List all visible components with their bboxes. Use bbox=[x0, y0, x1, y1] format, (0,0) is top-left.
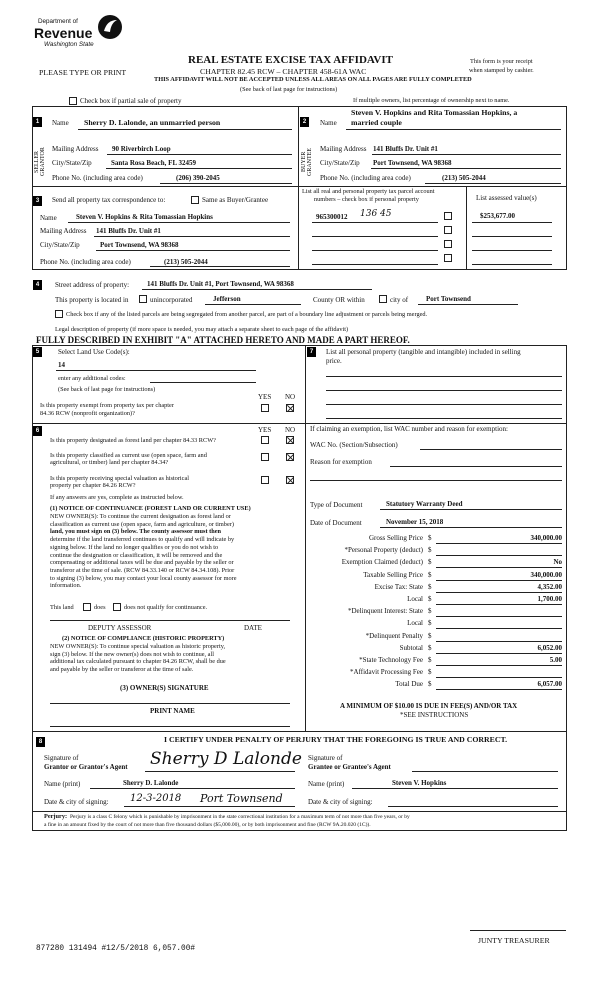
current-use-question-1: Is this property classified as current use (open space, farm and bbox=[50, 452, 207, 459]
grantor-name-print: Sherry D. Lalonde bbox=[123, 779, 179, 787]
section-4-marker: 4 bbox=[33, 280, 42, 290]
parcel-heading-2: numbers – check box if personal property bbox=[314, 196, 419, 203]
segregated-label: Check box if any of the listed parcels are being segregated from another parcel, are part of a boundary line adjustment or parcels being merged. bbox=[66, 311, 428, 318]
section-2-marker: 2 bbox=[300, 117, 309, 127]
minimum-due-note: A MINIMUM OF $10.00 IS DUE IN FEE(S) AND/OR TAX bbox=[340, 702, 518, 710]
tax-row-line bbox=[436, 677, 562, 678]
tax-row-value: 340,000.00 bbox=[530, 534, 562, 542]
notice-line: signing below. If the land no longer qualifies or you do not wish to bbox=[50, 543, 219, 551]
perjury-text-1: Perjury is a class C felony which is punishable by imprisonment in the state correctional institution for a maximum term of not more than five years, or by bbox=[70, 814, 410, 820]
parcel-checkbox-3[interactable] bbox=[444, 240, 452, 248]
tax-row-label: Local bbox=[407, 595, 423, 603]
doc-type-label: Type of Document bbox=[310, 501, 363, 509]
assessed-value: $253,677.00 bbox=[480, 212, 515, 220]
receipt-note-2: when stamped by cashier. bbox=[469, 67, 534, 74]
notice-line: transferor at the time of sale. (RCW 84.33.140 or RCW 84.34.108). Prior bbox=[50, 566, 235, 574]
grantor-name-print-label: Name (print) bbox=[44, 780, 81, 788]
parcel-checkbox-4[interactable] bbox=[444, 254, 452, 262]
print-name-label: PRINT NAME bbox=[150, 707, 195, 715]
logo-state-text: Washington State bbox=[44, 41, 94, 48]
tax-row-value: 1,700.00 bbox=[537, 595, 562, 603]
forest-no-checkbox[interactable] bbox=[286, 436, 294, 444]
tax-row-label: Excise Tax: State bbox=[374, 582, 423, 591]
please-type: PLEASE TYPE OR PRINT bbox=[39, 68, 127, 77]
parcel-handwritten: 136 45 bbox=[360, 209, 392, 219]
s6-yes-label: YES bbox=[258, 426, 272, 434]
buyer-name-line1: Steven V. Hopkins and Rita Tomassian Hopkins, a bbox=[351, 108, 518, 117]
buyer-name-label: Name bbox=[320, 119, 337, 127]
tax-row-label: *Delinquent Penalty bbox=[365, 631, 423, 640]
tax-row-line bbox=[436, 555, 562, 556]
tax-row-line bbox=[436, 689, 562, 690]
tax-row-label: *State Technology Fee bbox=[359, 656, 423, 664]
doc-type-value: Statutory Warranty Deed bbox=[386, 500, 463, 508]
buyer-city: Port Townsend, WA 98368 bbox=[373, 159, 452, 167]
exempt-question-1: Is this property exempt from property tax per chapter bbox=[40, 402, 174, 409]
forest-yes-checkbox[interactable] bbox=[261, 436, 269, 444]
notice-line: classification as current use (open space, farm and agriculture, or timber) bbox=[50, 520, 234, 528]
seller-name: Sherry D. Lalonde, an unmarried person bbox=[84, 118, 221, 127]
buyer-grantee-label: BUYER GRANTEE bbox=[301, 148, 313, 176]
street-label: Street address of property: bbox=[55, 281, 130, 289]
city-value: Port Townsend bbox=[426, 295, 471, 303]
tax-row-value: 5.00 bbox=[549, 656, 562, 664]
grantor-date-signed: 12-3-2018 bbox=[130, 793, 182, 804]
seller-grantor-label: SELLER GRANTOR bbox=[34, 147, 46, 177]
reason-label: Reason for exemption bbox=[310, 458, 372, 466]
corr-phone-label: Phone No. (including area code) bbox=[40, 258, 131, 266]
exempt-question-2: 84.36 RCW (nonprofit organization)? bbox=[40, 410, 135, 417]
seller-phone-label: Phone No. (including area code) bbox=[52, 174, 143, 182]
answers-yes-note: If any answers are yes, complete as instructed below. bbox=[50, 494, 184, 501]
see-instructions-note: *SEE INSTRUCTIONS bbox=[400, 711, 469, 719]
tax-row-currency: $ bbox=[428, 558, 432, 567]
notice-line: additional tax calculated pursuant to chapter 84.26 RCW, shall be due bbox=[50, 658, 226, 666]
owner-signature-label: (3) OWNER(S) SIGNATURE bbox=[120, 684, 209, 692]
section-5-marker: 5 bbox=[33, 347, 42, 357]
grantor-date-city-label: Date & city of signing: bbox=[44, 798, 109, 806]
tax-row-currency: $ bbox=[428, 656, 432, 664]
exempt-no-checkbox[interactable] bbox=[286, 404, 294, 412]
notice-continuance-title: (1) NOTICE OF CONTINUANCE (FOREST LAND OR CURRENT USE) bbox=[50, 505, 251, 512]
notice-line: compensating or additional taxes will be due and payable by the seller or bbox=[50, 559, 234, 567]
grantor-sig-label-1: Signature of bbox=[44, 754, 79, 762]
tax-row-line bbox=[436, 653, 562, 654]
tax-row-currency: $ bbox=[428, 631, 432, 640]
dor-logo bbox=[35, 14, 125, 54]
legal-description-label: Legal description of property (if more space is needed, you may attach a separate sheet to each page of the affidavit) bbox=[55, 326, 349, 333]
grantor-sig-label-2: Grantor or Grantor's Agent bbox=[44, 763, 128, 771]
notice-line: and payable by the seller or transferor at the time of sale. bbox=[50, 666, 194, 674]
exempt-yes-checkbox[interactable] bbox=[261, 404, 269, 412]
s6-no-label: NO bbox=[285, 426, 296, 434]
same-as-buyer-label: Same as Buyer/Grantee bbox=[202, 196, 269, 204]
corr-mailing-label: Mailing Address bbox=[40, 227, 87, 235]
seller-mailing: 90 Riverbirch Loop bbox=[112, 145, 171, 153]
does-not-checkbox[interactable] bbox=[113, 603, 121, 611]
notice-line: to signing (3) below, you may contact your local county assessor for more bbox=[50, 574, 237, 582]
tax-row-label: *Personal Property (deduct) bbox=[344, 546, 423, 555]
grantee-name-print-label: Name (print) bbox=[308, 780, 345, 788]
tax-row-currency: $ bbox=[428, 680, 432, 689]
historic-question-2: property per chapter 84.26 RCW? bbox=[50, 482, 136, 489]
seller-city: Santa Rosa Beach, FL 32459 bbox=[111, 159, 196, 167]
this-land-label: This land bbox=[50, 604, 74, 611]
notice-line: land, you must sign on (3) below. The county assessor must then bbox=[50, 528, 222, 536]
tax-row-label: Exemption Claimed (deduct) bbox=[341, 558, 423, 567]
seller-city-label: City/State/Zip bbox=[52, 159, 92, 167]
personal-property-heading-1: List all personal property (tangible and intangible) included in selling bbox=[326, 348, 521, 356]
historic-no-checkbox[interactable] bbox=[286, 476, 294, 484]
doc-date-label: Date of Document bbox=[310, 519, 362, 527]
tax-row-value: 340,000.00 bbox=[530, 570, 562, 579]
street-address: 141 Bluffs Dr. Unit #1, Port Townsend, WA 98368 bbox=[147, 280, 294, 288]
section-8-marker: 8 bbox=[36, 737, 45, 747]
form-subtitle: CHAPTER 82.45 RCW – CHAPTER 458-61A WAC bbox=[200, 67, 367, 76]
parcel-checkbox-2[interactable] bbox=[444, 226, 452, 234]
section-1-marker: 1 bbox=[33, 117, 42, 127]
s5-yes-label: YES bbox=[258, 393, 272, 401]
s5-no-label: NO bbox=[285, 393, 296, 401]
corr-city-label: City/State/Zip bbox=[40, 241, 80, 249]
warning-text: THIS AFFIDAVIT WILL NOT BE ACCEPTED UNLESS ALL AREAS ON ALL PAGES ARE FULLY COMPLETED bbox=[154, 76, 472, 83]
tax-row-currency: $ bbox=[428, 582, 432, 591]
tax-row-line bbox=[436, 641, 562, 642]
deputy-assessor-label: DEPUTY ASSESSOR bbox=[88, 624, 152, 632]
wac-label: WAC No. (Section/Subsection) bbox=[310, 441, 398, 449]
county-treasurer-label: JUNTY TREASURER bbox=[478, 936, 550, 945]
tax-row-label: Gross Selling Price bbox=[368, 534, 423, 542]
exemption-heading: If claiming an exemption, list WAC number and reason for exemption: bbox=[310, 425, 508, 433]
buyer-mailing: 141 Bluffs Dr. Unit #1 bbox=[373, 145, 438, 153]
see-back-5: (See back of last page for instructions) bbox=[58, 386, 156, 393]
county-value: Jefferson bbox=[213, 295, 241, 303]
tax-row-currency: $ bbox=[428, 643, 432, 652]
county-label: County OR within bbox=[313, 296, 365, 304]
current-use-no-checkbox[interactable] bbox=[286, 453, 294, 461]
parcel-number: 965300012 bbox=[316, 213, 348, 221]
notice-continuance-body bbox=[50, 513, 302, 590]
tax-row-value: No bbox=[553, 558, 562, 567]
logo-revenue-text: Revenue bbox=[34, 25, 93, 41]
city-of-checkbox[interactable] bbox=[379, 295, 387, 303]
tax-row-value: 6,052.00 bbox=[537, 643, 562, 652]
tax-row-line bbox=[436, 580, 562, 581]
personal-property-heading-2: price. bbox=[326, 357, 342, 365]
historic-yes-checkbox[interactable] bbox=[261, 476, 269, 484]
seller-phone: (206) 390-2045 bbox=[176, 174, 220, 182]
revenue-logo-icon bbox=[97, 14, 123, 40]
correspondence-heading: Send all property tax correspondence to: bbox=[52, 196, 166, 204]
see-back-note: (See back of last page for instructions) bbox=[240, 86, 338, 93]
corr-name: Steven V. Hopkins & Rita Tomassian Hopkins bbox=[76, 213, 213, 221]
current-use-yes-checkbox[interactable] bbox=[261, 453, 269, 461]
same-as-buyer-checkbox[interactable] bbox=[191, 196, 199, 204]
parcel-heading-1: List all real and personal property tax parcel account bbox=[302, 188, 435, 195]
grantor-city-signed: Port Townsend bbox=[200, 792, 283, 805]
buyer-mailing-label: Mailing Address bbox=[320, 145, 367, 153]
buyer-phone-label: Phone No. (including area code) bbox=[320, 174, 411, 182]
logo-dept-text: Department of bbox=[38, 18, 78, 25]
land-use-value: 14 bbox=[58, 361, 65, 369]
tax-row-currency: $ bbox=[428, 619, 432, 628]
seller-name-label: Name bbox=[52, 119, 69, 127]
unincorporated-checkbox[interactable] bbox=[139, 295, 147, 303]
section-6-marker: 6 bbox=[33, 426, 42, 436]
tax-row-label: *Affidavit Processing Fee bbox=[350, 668, 423, 677]
grantee-sig-label-2: Grantee or Grantee's Agent bbox=[308, 763, 391, 771]
tax-row-value: 6,057.00 bbox=[537, 680, 562, 689]
tax-row-currency: $ bbox=[428, 595, 432, 603]
tax-row-label: Taxable Selling Price bbox=[363, 570, 423, 579]
seller-mailing-label: Mailing Address bbox=[52, 145, 99, 153]
tax-row-line bbox=[436, 567, 562, 568]
partial-sale-checkbox[interactable] bbox=[69, 97, 77, 105]
segregated-checkbox[interactable] bbox=[55, 310, 63, 318]
does-checkbox[interactable] bbox=[83, 603, 91, 611]
tax-row-label: Subtotal bbox=[399, 643, 423, 652]
buyer-name-line2: married couple bbox=[351, 118, 402, 127]
grantee-date-city-label: Date & city of signing: bbox=[308, 798, 373, 806]
tax-row-line bbox=[436, 543, 562, 544]
buyer-city-label: City/State/Zip bbox=[320, 159, 360, 167]
city-of-label: city of bbox=[390, 296, 409, 304]
buyer-phone: (213) 505-2044 bbox=[442, 174, 486, 182]
grantee-sig-label-1: Signature of bbox=[308, 754, 343, 762]
additional-codes-label: enter any additional codes: bbox=[58, 375, 126, 382]
tax-row-currency: $ bbox=[428, 570, 432, 579]
located-label: This property is located in bbox=[55, 296, 129, 304]
notice-line: information. bbox=[50, 582, 82, 590]
notice-line: NEW OWNER(S): To continue special valuation as historic property, bbox=[50, 643, 226, 650]
tax-row-label: Total Due bbox=[395, 680, 423, 689]
land-use-label: Select Land Use Code(s): bbox=[58, 348, 130, 356]
perjury-text-2: a fine in an amount fixed by the court of not more than five thousand dollars ($5,000.00), or by both imprisonment and fine (RCW 9A.20.020 (1C)). bbox=[44, 822, 371, 828]
corr-mailing: 141 Bluffs Dr. Unit #1 bbox=[96, 227, 161, 235]
tax-row-line bbox=[436, 665, 562, 666]
does-label: does bbox=[94, 604, 106, 611]
forest-question: Is this property designated as forest land per chapter 84.33 RCW? bbox=[50, 437, 216, 444]
legal-description-value: FULLY DESCRIBED IN EXHIBIT "A" ATTACHED HERETO AND MADE A PART HEREOF. bbox=[36, 335, 410, 345]
tax-row-line bbox=[436, 628, 562, 629]
tax-row-currency: $ bbox=[428, 534, 432, 542]
notice-line: determine if the land transferred continues to qualify and will indicate by bbox=[50, 536, 235, 544]
corr-city: Port Townsend, WA 98368 bbox=[100, 241, 179, 249]
unincorporated-label: unincorporated bbox=[150, 296, 193, 304]
multiple-owners-note: If multiple owners, list percentage of ownership next to name. bbox=[353, 97, 510, 104]
does-not-label: does not qualify for continuance. bbox=[124, 604, 208, 611]
tax-row-line bbox=[436, 616, 562, 617]
tax-row-currency: $ bbox=[428, 546, 432, 555]
notice-line: continue the designation or classification, it will be removed and the bbox=[50, 551, 223, 559]
historic-question-1: Is this property receiving special valuation as historical bbox=[50, 475, 190, 482]
corr-name-label: Name bbox=[40, 214, 57, 222]
cashier-receipt-stamp: 877280 131494 #12/5/2018 6,057.00# bbox=[36, 945, 196, 953]
tax-row-currency: $ bbox=[428, 607, 432, 616]
notice-compliance-title: (2) NOTICE OF COMPLIANCE (HISTORIC PROPERTY) bbox=[62, 635, 225, 642]
parcel-checkbox-1[interactable] bbox=[444, 212, 452, 220]
grantee-name-print: Steven V. Hopkins bbox=[392, 779, 447, 787]
tax-row-label: *Delinquent Interest: State bbox=[347, 607, 423, 616]
section-3-marker: 3 bbox=[33, 196, 42, 206]
notice-line: sign (3) below. If the new owner(s) does not wish to continue, all bbox=[50, 650, 214, 658]
tax-row-value: 4,352.00 bbox=[537, 582, 562, 591]
tax-row-line bbox=[436, 604, 562, 605]
tax-row-label: Local bbox=[407, 619, 423, 628]
notice-line: NEW OWNER(S): To continue the current designation as forest land or bbox=[50, 513, 231, 520]
corr-phone: (213) 505-2044 bbox=[164, 258, 208, 266]
section-7-marker: 7 bbox=[307, 347, 316, 357]
receipt-note-1: This form is your receipt bbox=[470, 58, 533, 65]
grantor-signature: Sherry D Lalonde bbox=[150, 749, 302, 769]
partial-sale-label: Check box if partial sale of property bbox=[80, 97, 182, 105]
perjury-label: Perjury: bbox=[44, 813, 68, 820]
certify-statement: I CERTIFY UNDER PENALTY OF PERJURY THAT THE FOREGOING IS TRUE AND CORRECT. bbox=[164, 735, 508, 744]
date-label: DATE bbox=[244, 624, 262, 632]
tax-row-line bbox=[436, 592, 562, 593]
notice-compliance-body bbox=[50, 643, 302, 674]
tax-row-currency: $ bbox=[428, 668, 432, 677]
current-use-question-2: agricultural, or timber) land per chapter 84.34? bbox=[50, 459, 169, 466]
form-title: REAL ESTATE EXCISE TAX AFFIDAVIT bbox=[188, 54, 393, 66]
doc-date-value: November 15, 2018 bbox=[386, 518, 444, 526]
assessed-heading: List assessed value(s) bbox=[476, 194, 537, 202]
